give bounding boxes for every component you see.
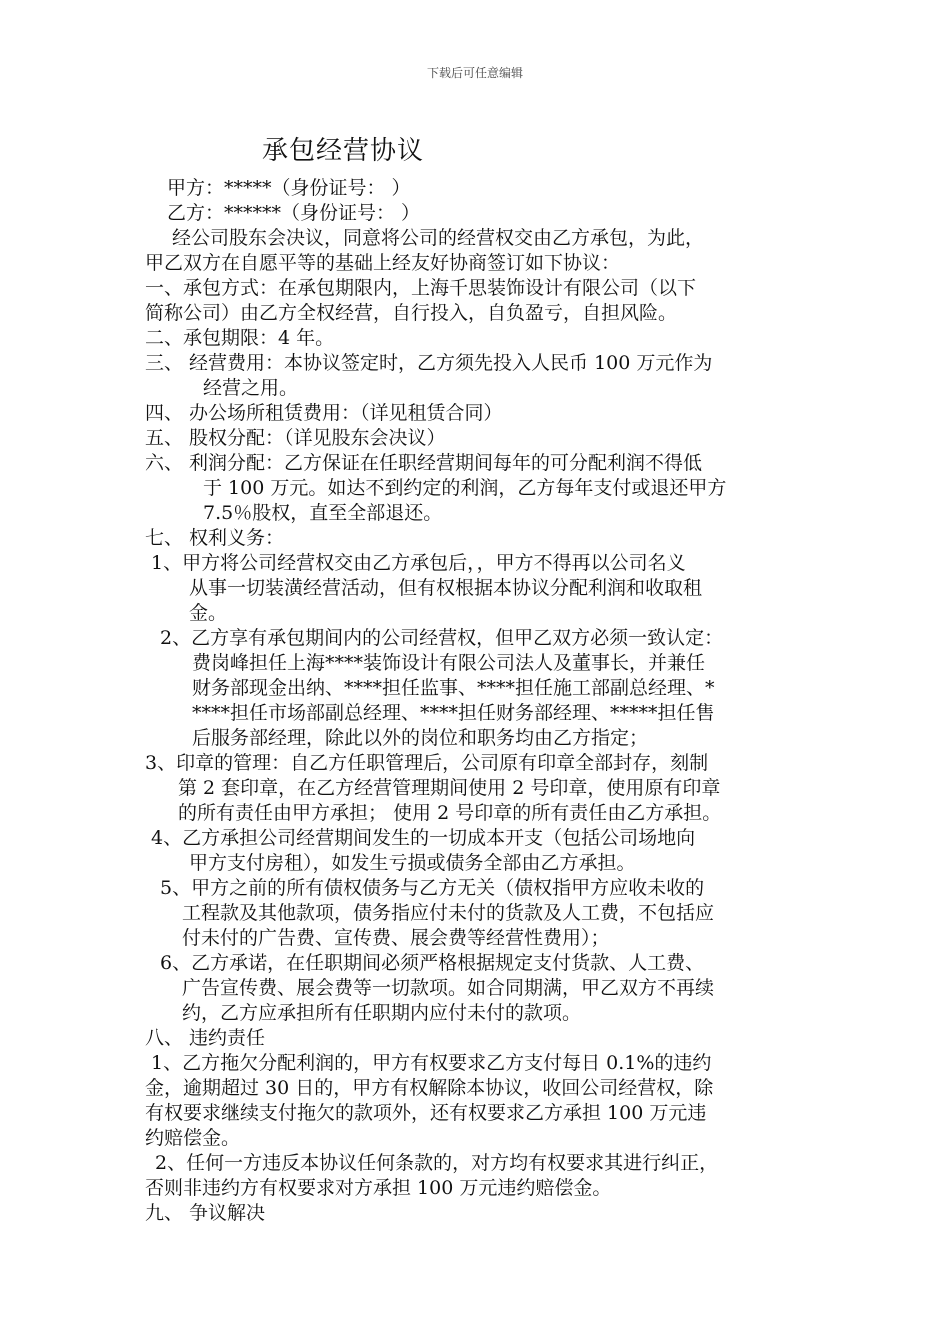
text-line: 五、 股权分配：（详见股东会决议） [145, 427, 446, 449]
party-b-line: 乙方：******（身份证号： ） [167, 202, 421, 224]
party-a-line: 甲方：*****（身份证号： ） [167, 177, 411, 199]
text-line: 于 100 万元。如达不到约定的利润，乙方每年支付或退还甲方 [203, 477, 727, 499]
text-line: 一、承包方式：在承包期限内，上海千思装饰设计有限公司（以下 [145, 277, 697, 299]
text-line: 2、任何一方违反本协议任何条款的，对方均有权要求其进行纠正， [155, 1152, 719, 1174]
text-line: 八、 违约责任 [145, 1027, 266, 1049]
text-line: 七、 权利义务： [145, 527, 285, 549]
text-line: 广告宣传费、展会费等一切款项。如合同期满，甲乙双方不再续 [182, 977, 715, 999]
text-line: 经公司股东会决议，同意将公司的经营权交由乙方承包，为此， [172, 227, 705, 249]
header-note: 下载后可任意编辑 [426, 66, 523, 80]
text-line: 财务部现金出纳、****担任监事、****担任施工部副总经理、* [192, 677, 715, 699]
text-line: 六、 利润分配：乙方保证在任职经营期间每年的可分配利润不得低 [145, 452, 703, 474]
text-line: 5、甲方之前的所有债权债务与乙方无关（债权指甲方应收未收的 [160, 877, 705, 899]
text-line: 工程款及其他款项，债务指应付未付的货款及人工费，不包括应 [182, 902, 715, 924]
text-line: 经营之用。 [203, 377, 299, 399]
text-line: ****担任市场部副总经理、****担任财务部经理、*****担任售 [192, 702, 715, 724]
text-line: 4、乙方承担公司经营期间发生的一切成本开支（包括公司场地向 [151, 827, 696, 849]
text-line: 二、承包期限：4 年。 [145, 327, 335, 349]
text-line: 否则非违约方有权要求对方承担 100 万元违约赔偿金。 [145, 1177, 612, 1199]
text-line: 2、乙方享有承包期间内的公司经营权，但甲乙双方必须一致认定： [160, 627, 724, 649]
text-line: 金，逾期超过 30 日的，甲方有权解除本协议，收回公司经营权，除 [145, 1077, 714, 1099]
text-line: 后服务部经理，除此以外的岗位和职务均由乙方指定； [192, 727, 649, 749]
text-line: 1、甲方将公司经营权交由乙方承包后，，甲方不得再以公司名义 [151, 552, 686, 574]
page-title: 承包经营协议 [262, 136, 425, 166]
text-line: 约赔偿金。 [145, 1127, 241, 1149]
text-line: 九、 争议解决 [145, 1202, 266, 1224]
text-line: 6、乙方承诺，在任职期间必须严格根据规定支付货款、人工费、 [160, 952, 705, 974]
text-line: 付未付的广告费、宣传费、展会费等经营性费用）； [182, 927, 610, 949]
text-line: 的所有责任由甲方承担； 使用 2 号印章的所有责任由乙方承担。 [178, 802, 722, 824]
text-line: 三、 经营费用：本协议签定时，乙方须先投入人民币 100 万元作为 [145, 352, 713, 374]
text-line: 简称公司）由乙方全权经营，自行投入，自负盈亏，自担风险。 [145, 302, 678, 324]
text-line: 四、 办公场所租赁费用：（详见租赁合同） [145, 402, 503, 424]
text-line: 从事一切装潢经营活动，但有权根据本协议分配利润和收取租 [189, 577, 703, 599]
text-line: 1、乙方拖欠分配利润的，甲方有权要求乙方支付每日 0.1%的违约 [151, 1052, 712, 1074]
text-line: 第 2 套印章，在乙方经营管理期间使用 2 号印章，使用原有印章 [178, 777, 721, 799]
text-line: 费岗峰担任上海****装饰设计有限公司法人及董事长，并兼任 [192, 652, 706, 674]
text-line: 甲乙双方在自愿平等的基础上经友好协商签订如下协议： [145, 252, 621, 274]
text-line: 7.5％股权，直至全部退还。 [203, 502, 443, 524]
text-line: 金。 [189, 602, 228, 624]
text-line: 3、印章的管理：自乙方任职管理后，公司原有印章全部封存，刻制 [145, 752, 709, 774]
text-line: 约，乙方应承担所有任职期内应付未付的款项。 [182, 1002, 582, 1024]
text-line: 甲方支付房租），如发生亏损或债务全部由乙方承担。 [189, 852, 636, 874]
text-line: 有权要求继续支付拖欠的款项外，还有权要求乙方承担 100 万元违 [145, 1102, 707, 1124]
